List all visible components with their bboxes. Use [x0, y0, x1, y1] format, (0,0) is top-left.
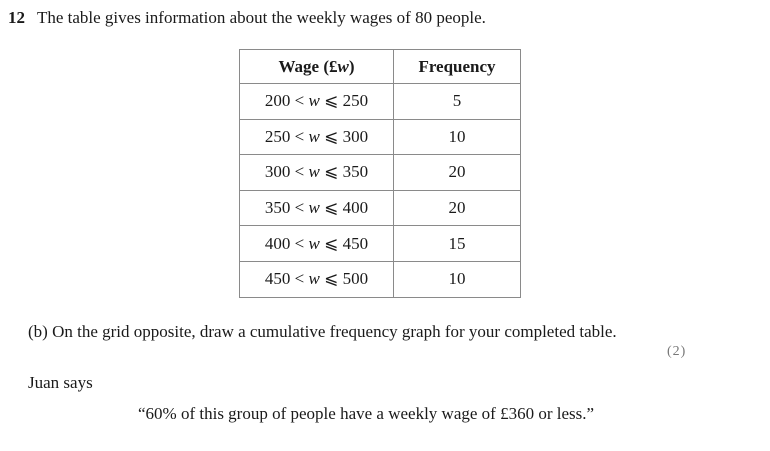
- table-row: [240, 155, 521, 191]
- table-row: [240, 261, 521, 297]
- frequency-cell: 10: [394, 119, 521, 155]
- wage-cell: 250 < w ⩽ 300: [240, 119, 394, 155]
- frequency-cell: 20: [394, 190, 521, 226]
- frequency-cell: 10: [394, 261, 521, 297]
- frequency-cell: 20: [394, 155, 521, 191]
- part-b-instruction: (b) On the grid opposite, draw a cumulative frequency graph for your completed table.: [28, 322, 617, 341]
- table-header-row: [240, 50, 521, 84]
- frequency-cell: 15: [394, 226, 521, 262]
- frequency-cell: 5: [394, 84, 521, 120]
- marks-label: (2): [667, 344, 687, 359]
- question-line: [8, 8, 486, 28]
- wage-frequency-table: [239, 49, 521, 298]
- wage-cell: 200 < w ⩽ 250: [240, 84, 394, 120]
- table-row: [240, 84, 521, 120]
- table-row: [240, 119, 521, 155]
- juan-quote: “60% of this group of people have a weekly wage of £360 or less.”: [138, 404, 595, 423]
- table-row: [240, 226, 521, 262]
- wage-cell: 450 < w ⩽ 500: [240, 261, 394, 297]
- wage-cell: 350 < w ⩽ 400: [240, 190, 394, 226]
- juan-intro: Juan says: [28, 373, 93, 392]
- wage-cell: 300 < w ⩽ 350: [240, 155, 394, 191]
- wage-cell: 400 < w ⩽ 450: [240, 226, 394, 262]
- header-frequency: Frequency: [394, 50, 521, 84]
- question-text: The table gives information about the weekly wages of 80 people.: [36, 8, 486, 27]
- header-wage: Wage (£w): [240, 50, 394, 84]
- table-row: [240, 190, 521, 226]
- question-number: 12: [8, 8, 25, 27]
